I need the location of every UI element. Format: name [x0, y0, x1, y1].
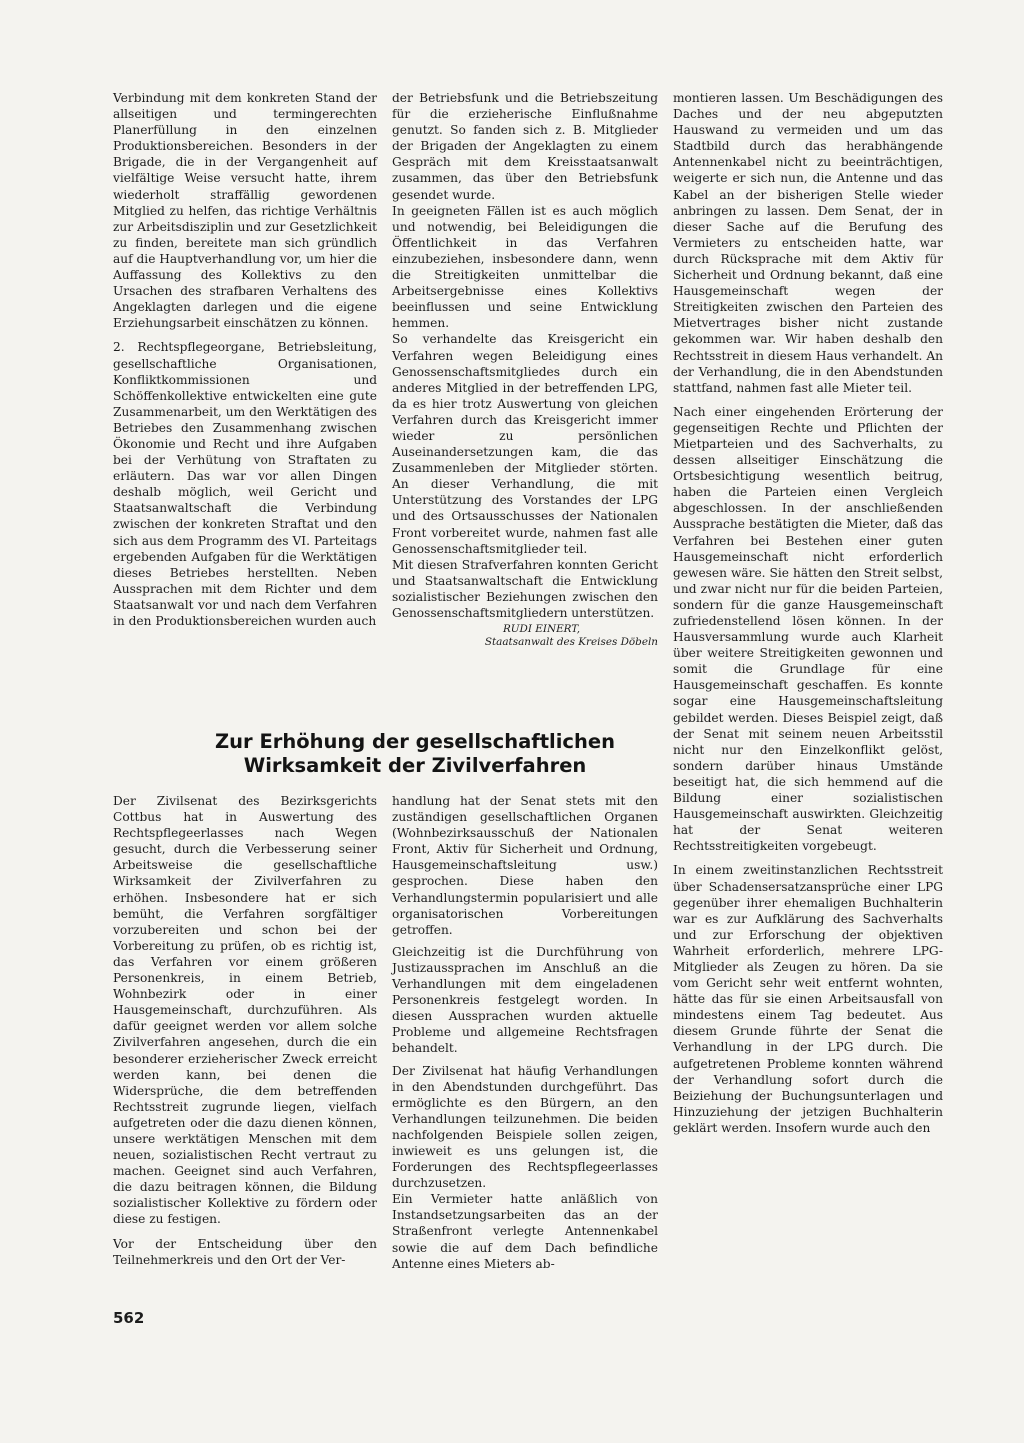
signature-name: RUDI EINERT, [502, 623, 580, 636]
article-1-column-1 [113, 90, 377, 629]
paragraph: In einem zweitinstanzlichen Rechtsstreit über Schadensersatzansprüche einer LPG gegenüber ihrer ehemaligen Buchhalterin war es zur Aufklärung des Sachverhalts und zur Erforschung der objektiven Wahrheit erforderlich, mehrere LPG-Mitglieder als Zeugen zu hören. Da sie vom Gericht sehr weit entfernt wohnten, hätte das für sie einen Arbeitsausfall von mindestens einem Tag bedeutet. Aus diesem Grunde führte der Senat die Verhandlung in der LPG durch. Die aufgetretenen Probleme konnten während der Verhandlung sofort durch die Beiziehung der Buchungsunterlagen und Hinzuziehung der jetzigen Buchhalterin geklärt werden. Insofern wurde auch den [673, 863, 943, 1135]
article-1-column-2 [392, 90, 658, 648]
paragraph: So verhandelte das Kreisgericht ein Verfahren wegen Beleidigung eines Genossenschaftsmitgliedes durch ein anderes Mitglied in der betreffenden LPG, da es hier trotz Auswertung von gleichen Verfahren durch das Kreisgericht immer wieder zu persönlichen Auseinandersetzungen kam, die das Zusammenleben der Mitglieder störten. An dieser Verhandlung, die mit Unterstützung des Vorstandes der LPG und des Ortsausschusses der Nationalen Front vorbereitet wurde, nahmen fast alle Genossenschaftsmitglieder teil. [392, 332, 658, 556]
paragraph: Mit diesen Strafverfahren konnten Gericht und Staatsanwaltschaft die Entwicklung sozialistischer Beziehungen zwischen den Genossenschaftsmitgliedern unterstützen. [392, 557, 658, 620]
paragraph: Der Zivilsenat hat häufig Verhandlungen in den Abendstunden durchgeführt. Das ermöglichte es den Bürgern, an den Verhandlungen teilzunehmen. Die beiden nachfolgenden Beispiele sollen zeigen, inwieweit es uns gelungen ist, die Forderungen des Rechtspflegeerlasses durchzusetzen. [392, 1063, 658, 1191]
paragraph: 2. Rechtspflegeorgane, Betriebsleitung, gesellschaftliche Organisationen, Konfliktkommissionen und Schöffenkollektive entwickelten eine gute Zusammenarbeit, um den Werktätigen des Betriebes den Zusammenhang zwischen Ökonomie und Recht und ihre Aufgaben bei der Verhütung von Straftaten zu erläutern. Das war vor allen Dingen deshalb möglich, weil Gericht und Staatsanwaltschaft die Verbindung zwischen der konkreten Straftat und den sich aus dem Programm des VI. Parteitags ergebenden Aufgaben für die Werktätigen dieses Betriebes herstellten. Neben Aussprachen mit dem Richter und dem Staatsanwalt vor und nach dem Verfahren in den Produktionsbereichen wurden auch [113, 340, 377, 628]
paragraph: Ein Vermieter hatte anläßlich von Instandsetzungsarbeiten das an der Straßenfront verlegte Antennenkabel sowie die auf dem Dach befindliche Antenne eines Mieters ab- [392, 1192, 658, 1271]
author-signature [392, 623, 658, 648]
paragraph: Der Zivilsenat des Bezirksgerichts Cottbus hat in Auswertung des Rechtspflegeerlasses nach Wegen gesucht, durch die Verbesserung seiner Arbeitsweise die gesellschaftliche Wirksamkeit der Zivilverfahren zu erhöhen. Insbesondere hat er sich bemüht, die Verfahren sorgfältiger vorzubereiten und schon bei der Vorbereitung zu prüfen, ob es richtig ist, das Verfahren vor einem größeren Personenkreis, in einem Betrieb, Wohnbezirk oder in einer Hausgemeinschaft, durchzuführen. Als dafür geeignet werden vor allem solche Zivilverfahren angesehen, durch die ein besonderer erzieherischer Zweck erreicht werden kann, bei denen die Widersprüche, die dem betreffenden Rechtsstreit zugrunde liegen, vielfach aufgetreten oder die dazu dienen können, unsere werktätigen Menschen mit dem neuen, sozialistischen Recht vertraut zu machen. Geeignet sind auch Verfahren, die dazu beitragen können, die Bildung sozialistischer Kollektive zu fördern oder diese zu festigen. [113, 794, 377, 1227]
paragraph: Gleichzeitig ist die Durchführung von Justizaussprachen im Anschluß an die Verhandlungen mit dem eingeladenen Personenkreis festgelegt worden. In diesen Aussprachen wurden aktuelle Probleme und allgemeine Rechtsfragen behandelt. [392, 944, 658, 1056]
article-2-column-2 [392, 793, 658, 1272]
article-headline [180, 730, 650, 778]
paragraph: Vor der Entscheidung über den Teilnehmerkreis und den Ort der Ver- [113, 1236, 377, 1267]
page-number: 562 [113, 1309, 145, 1327]
paragraph: handlung hat der Senat stets mit den zuständigen gesellschaftlichen Organen (Wohnbezirksausschuß der Nationalen Front, Aktiv für Sicherheit und Ordnung, Hausgemeinschaftsleitung usw.) gesprochen. Diese haben den Verhandlungstermin popularisiert und alle organisatorischen Vorbereitungen getroffen. [392, 794, 658, 937]
column-3 [673, 90, 943, 1136]
paragraph: Nach einer eingehenden Erörterung der gegenseitigen Rechte und Pflichten der Mietparteien und des Sachverhalts, zu dessen allseitiger Einschätzung die Ortsbesichtigung wesentlich beitrug, haben die Parteien einen Vergleich abgeschlossen. In der anschließenden Aussprache bestätigten die Mieter, daß das Verfahren bei Bestehen einer guten Hausgemeinschaft nicht erforderlich gewesen wäre. Sie hätten den Streit selbst, und zwar nicht nur für die beiden Parteien, sondern für die ganze Hausgemeinschaft zufriedenstellend lösen können. In der Hausversammlung wurde auch Klarheit über weitere Streitigkeiten gewonnen und somit die Grundlage für eine Hausgemeinschaft geschaffen. Es konnte sogar eine Hausgemeinschaftsleitung gebildet werden. Dieses Beispiel zeigt, daß der Senat mit seinem neuen Arbeitsstil nicht nur den Einzelkonflikt gelöst, sondern darüber hinaus Umstände beseitigt hat, die sich hemmend auf die Bildung einer sozialistischen Hausgemeinschaft auswirkten. Gleichzeitig hat der Senat weiteren Rechtsstreitigkeiten vorgebeugt. [673, 404, 943, 854]
signature-title: Staatsanwalt des Kreises Döbeln [484, 635, 658, 648]
paragraph: In geeigneten Fällen ist es auch möglich und notwendig, bei Beleidigungen die Öffentlichkeit in das Verfahren einzubeziehen, insbesondere dann, wenn die Streitigkeiten unmittelbar die Arbeitsergebnisse eines Kollektivs beeinflussen und seine Entwicklung hemmen. [392, 203, 658, 331]
paragraph: Verbindung mit dem konkreten Stand der allseitigen und termingerechten Planerfüllung in den einzelnen Produktionsbereichen. Besonders in der Brigade, die in der Vergangenheit auf vielfältige Weise versucht hatte, ihrem wiederholt straffällig gewordenen Mitglied zu helfen, das richtige Verhältnis zur Arbeitsdisziplin und zur Gesetzlichkeit zu finden, bereitete man sich gründlich auf die Hauptverhandlung vor, um hier die Auffassung des Kollektivs zu den Ursachen des strafbaren Verhaltens des Angeklagten darlegen und die eigene Erziehungsarbeit einschätzen zu können. [113, 91, 377, 331]
headline-line-1: Zur Erhöhung der gesellschaftlichen [215, 730, 615, 753]
headline-line-2: Wirksamkeit der Zivilverfahren [243, 754, 587, 777]
article-2-column-1 [113, 793, 377, 1268]
paragraph: montieren lassen. Um Beschädigungen des Daches und der neu abgeputzten Hauswand zu vermeiden und um das Stadtbild durch das herabhängende Antennenkabel nicht zu beeinträchtigen, weigerte er sich nun, die Antenne und das Kabel an der bisherigen Stelle wieder anbringen zu lassen. Dem Senat, der in dieser Sache auf die Berufung des Vermieters zu entscheiden hatte, war durch Rücksprache mit dem Aktiv für Sicherheit und Ordnung bekannt, daß eine Hausgemeinschaft wegen der Streitigkeiten zwischen den Parteien des Mietvertrages bisher nicht zustande gekommen war. Wir haben deshalb den Rechtsstreit in diesem Haus verhandelt. An der Verhandlung, die in den Abendstunden stattfand, nahmen fast alle Mieter teil. [673, 91, 943, 395]
paragraph: der Betriebsfunk und die Betriebszeitung für die erzieherische Einflußnahme genutzt. So fanden sich z. B. Mitglieder der Brigaden der Angeklagten zu einem Gespräch mit dem Kreisstaatsanwalt zusammen, das über den Betriebsfunk gesendet wurde. [392, 91, 658, 202]
